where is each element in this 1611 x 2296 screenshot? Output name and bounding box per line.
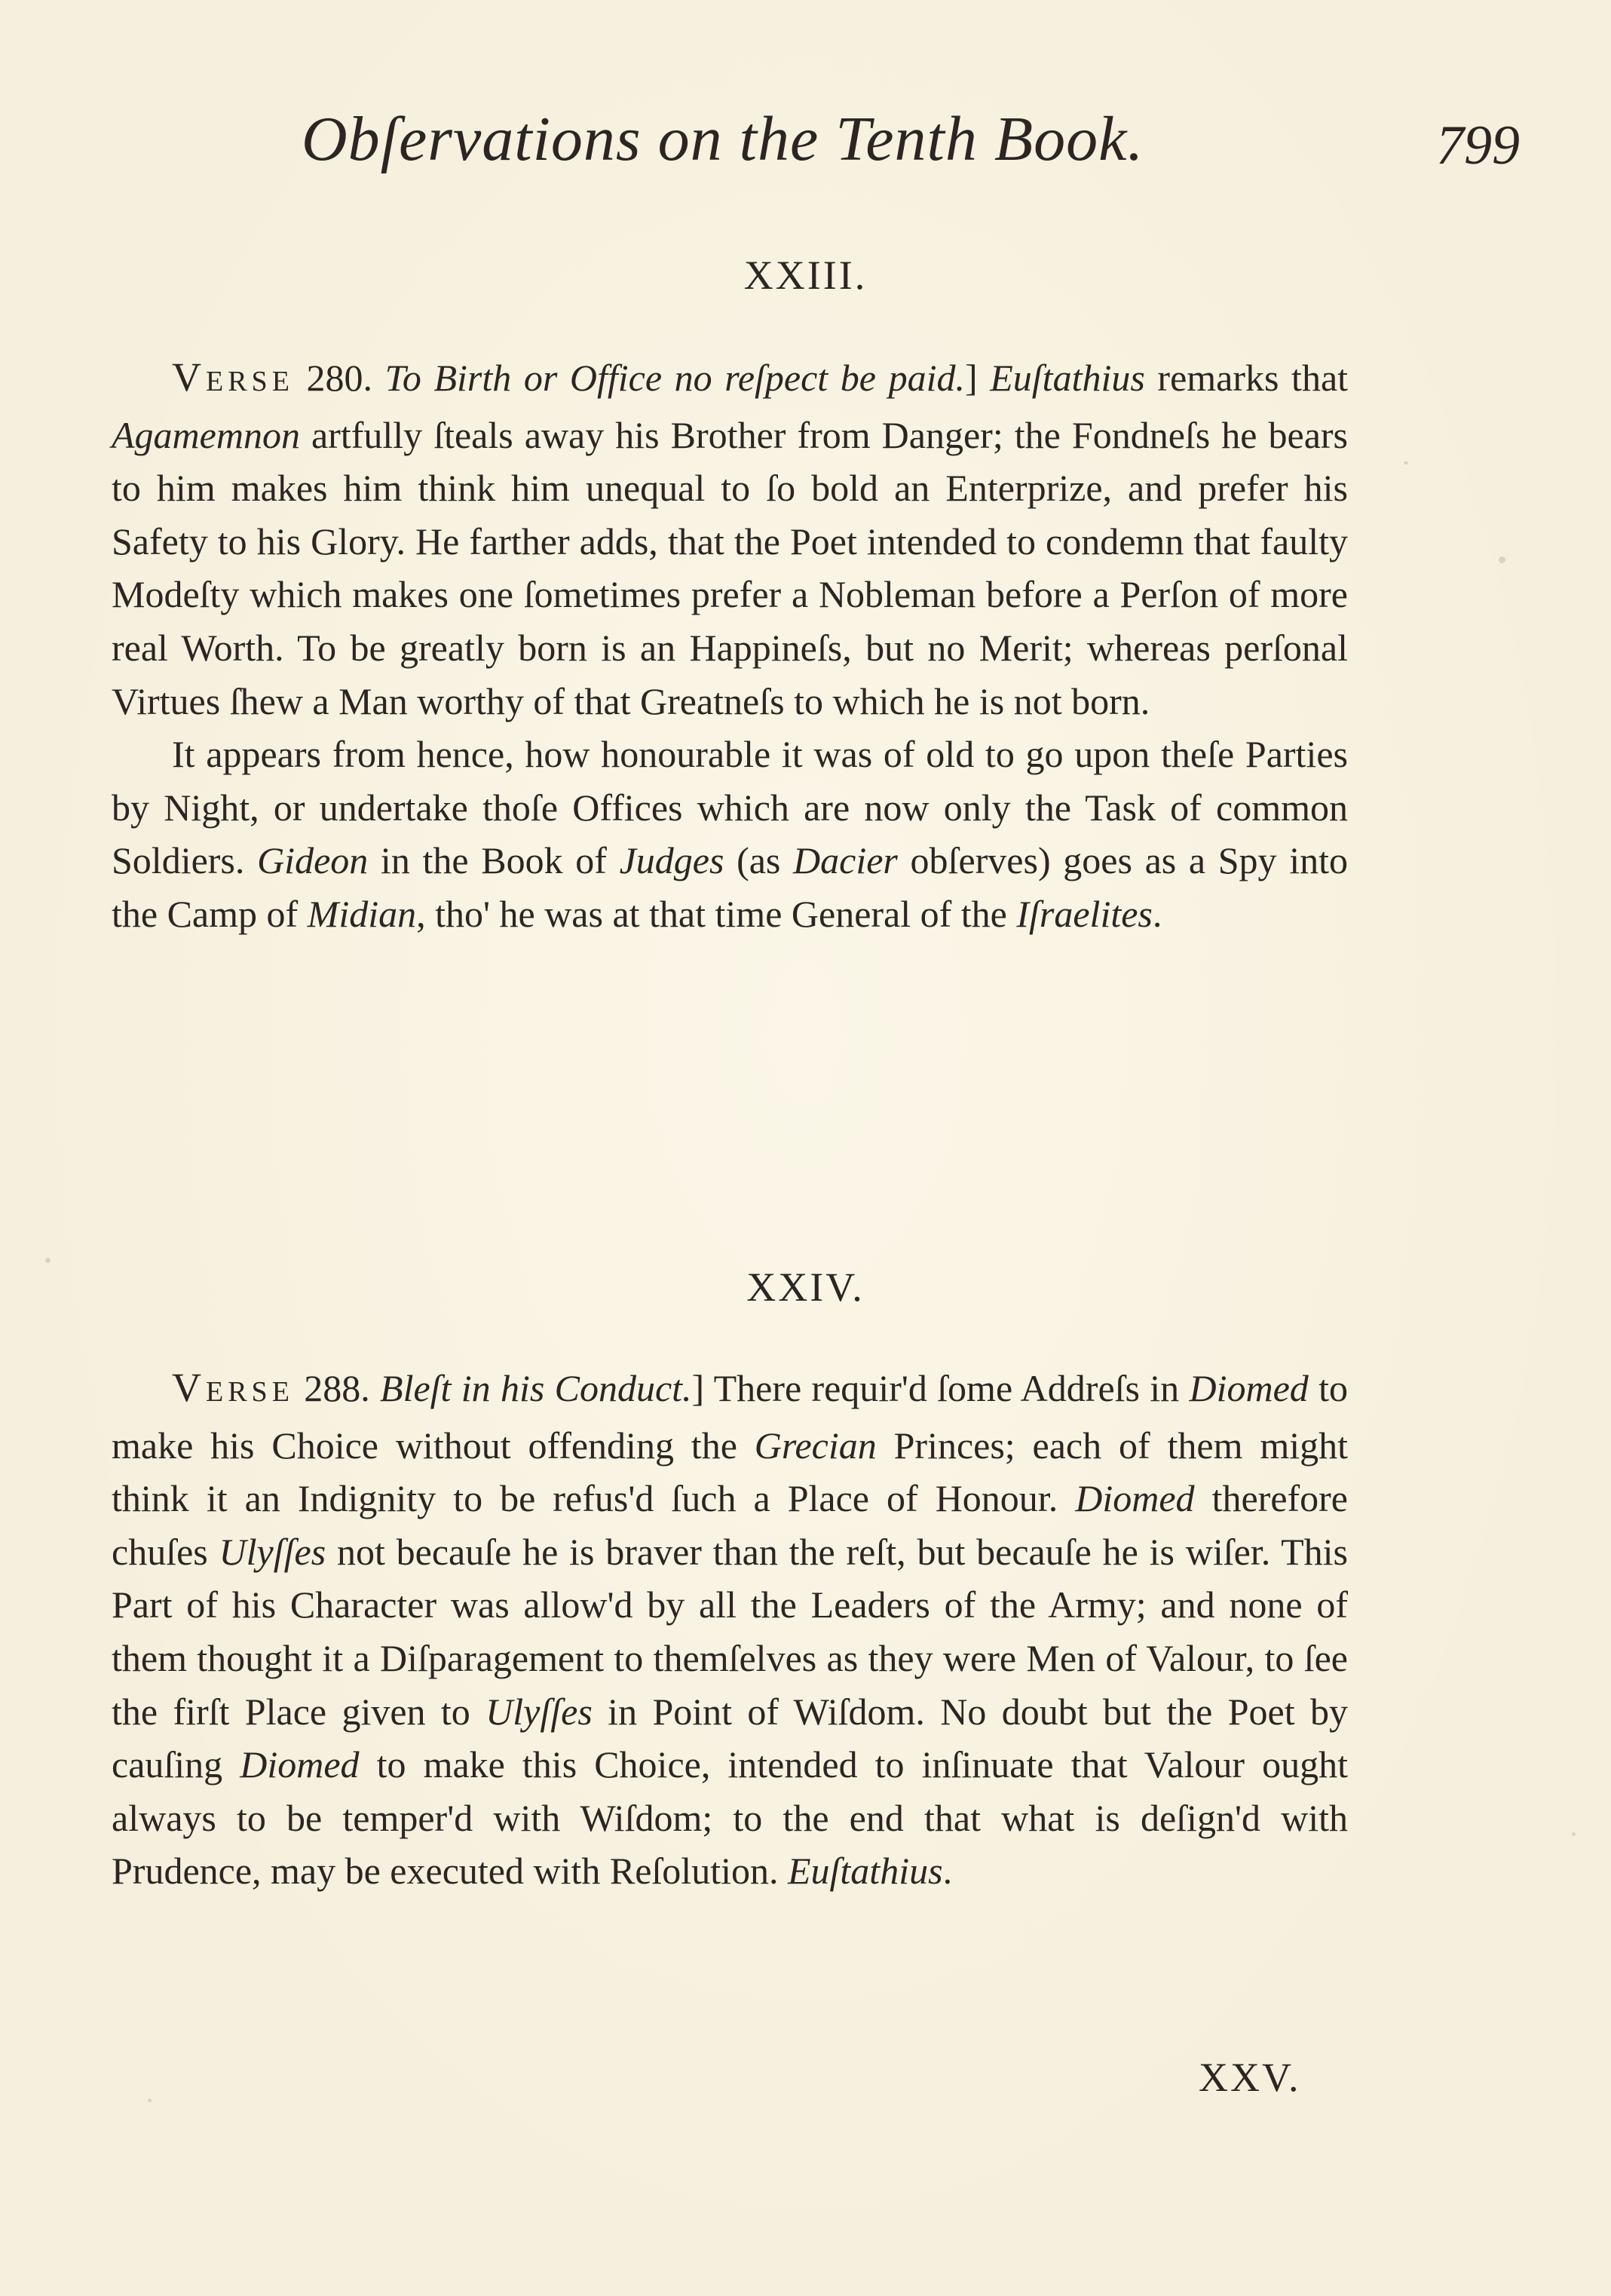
section-body	[112, 351, 1348, 941]
page-number: 799	[1436, 115, 1520, 176]
paragraph: VERSE 288. Bleſt in his Conduct.] There requir'd ſome Addreſs in Diomed to make his Choice without offending the Grecian Princes; each of them might think it an Indignity to be refus'd ſuch a Place of Honour. Diomed therefore chuſes Ulyſſes not becauſe he is braver than the reſt, but becauſe he is wiſer. This Part of his Character was allow'd by all the Leaders of the Army; and none of them thought it a Diſparagement to themſelves as they were Men of Valour, to ſee the firſt Place given to Ulyſſes in Point of Wiſdom. No doubt but the Poet by cauſing Diomed to make this Choice, intended to inſinuate that Valour ought always to be temper'd with Wiſdom; to the end that what is deſign'd with Prudence, may be executed with Reſolution. Euſtathius.	[112, 1365, 1349, 1893]
italic-name: Midian	[307, 892, 417, 935]
paragraph: VERSE 280. To Birth or Office no reſpect be paid.] Euſtathius remarks that Agamemnon artfully ſteals away his Brother from Danger; the Fondneſs he bears to him makes him think him unequal to ſo bold an Enterprize, and prefer his Safety to his Glory. He farther adds, that the Poet intended to condemn that faulty Modeſty which makes one ſometimes prefer a Nobleman before a Perſon of more real Worth. To be greatly born is an Happineſs, but no Merit; whereas perſonal Virtues ſhew a Man worthy of that Greatneſs to which he is not born.	[112, 354, 1349, 722]
verse-number: 288.	[304, 1367, 370, 1409]
italic-name: Diomed	[1075, 1477, 1195, 1520]
italic-name: Diomed	[240, 1743, 360, 1786]
verse-lemma: To Birth or Office no reſpect be paid.	[384, 357, 965, 399]
paper-speck	[1404, 461, 1408, 464]
verse-label: VERSE	[172, 1365, 294, 1410]
italic-name: Grecian	[754, 1424, 877, 1467]
section-numeral: XXIV.	[746, 1264, 865, 1310]
verse-lemma: Bleſt in his Conduct.	[380, 1367, 692, 1409]
verse-label: VERSE	[172, 354, 294, 400]
section-body	[112, 1361, 1348, 1898]
italic-name: Ulyſſes	[485, 1690, 593, 1733]
italic-name: Iſraelites	[1016, 892, 1153, 935]
italic-name: Ulyſſes	[219, 1530, 326, 1573]
italic-name: Diomed	[1189, 1367, 1309, 1409]
italic-name: Agamemnon	[112, 413, 300, 456]
catchword: XXV.	[1199, 2055, 1301, 2100]
paper-speck	[45, 1258, 51, 1263]
italic-name: Euſtathius	[990, 357, 1145, 399]
italic-name: Euſtathius	[787, 1850, 943, 1893]
paragraph: It appears from hence, how honourable it was of old to go upon theſe Parties by Night, or undertake thoſe Offices which are now only the Task of common Soldiers. Gideon in the Book of Judges (as Dacier obſerves) goes as a Spy into the Camp of Midian, tho' he was at that time General of the Iſraelites.	[112, 733, 1348, 935]
paper-speck	[1572, 1832, 1576, 1836]
verse-number: 280.	[306, 357, 373, 399]
section-numeral: XXIII.	[743, 253, 868, 298]
running-title: Obſervations on the Tenth Book.	[302, 104, 1144, 174]
italic-name: Judges	[619, 839, 724, 882]
italic-name: Gideon	[257, 839, 369, 882]
running-head	[0, 98, 1611, 181]
italic-name: Dacier	[793, 839, 898, 882]
paper-speck	[1499, 556, 1505, 563]
paper-speck	[148, 2098, 152, 2102]
